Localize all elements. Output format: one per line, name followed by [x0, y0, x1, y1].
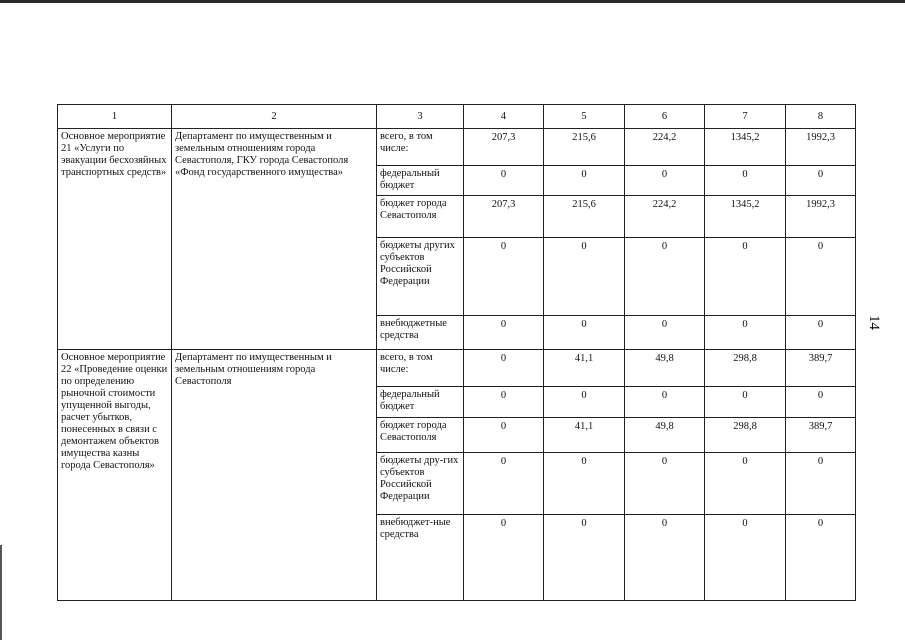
value-cell: 298,8 — [705, 418, 786, 453]
value-cell: 224,2 — [625, 129, 705, 166]
value-cell: 0 — [705, 387, 786, 418]
value-cell: 0 — [705, 316, 786, 350]
value-cell: 0 — [786, 316, 856, 350]
value-cell: 215,6 — [544, 129, 625, 166]
funding-source-cell: бюджет города Севастополя — [377, 418, 464, 453]
value-cell: 1992,3 — [786, 129, 856, 166]
value-cell: 0 — [786, 166, 856, 196]
value-cell: 1345,2 — [705, 196, 786, 238]
executor-cell: Департамент по имущественным и земельным отношениям города Севастополя — [172, 350, 377, 601]
value-cell: 0 — [544, 453, 625, 515]
header-cell: 5 — [544, 105, 625, 129]
funding-source-cell: бюджет города Севастополя — [377, 196, 464, 238]
value-cell: 0 — [625, 166, 705, 196]
funding-source-cell: федеральный бюджет — [377, 387, 464, 418]
value-cell: 0 — [464, 453, 544, 515]
value-cell: 389,7 — [786, 350, 856, 387]
value-cell: 0 — [464, 387, 544, 418]
value-cell: 49,8 — [625, 418, 705, 453]
page-number: 14 — [866, 315, 882, 330]
activity-name-cell: Основное мероприятие 21 «Услуги по эвакуации бесхозяйных транспортных средств» — [58, 129, 172, 350]
value-cell: 215,6 — [544, 196, 625, 238]
value-cell: 0 — [786, 238, 856, 316]
funding-source-cell: бюджеты других субъектов Российской Федерации — [377, 238, 464, 316]
value-cell: 0 — [625, 238, 705, 316]
value-cell: 0 — [786, 387, 856, 418]
header-cell: 2 — [172, 105, 377, 129]
funding-source-cell: всего, в том числе: — [377, 129, 464, 166]
table-row — [58, 129, 856, 166]
value-cell: 298,8 — [705, 350, 786, 387]
header-cell: 4 — [464, 105, 544, 129]
value-cell: 0 — [544, 166, 625, 196]
scan-edge-left — [0, 545, 2, 640]
value-cell: 0 — [786, 515, 856, 601]
value-cell: 224,2 — [625, 196, 705, 238]
value-cell: 0 — [786, 453, 856, 515]
value-cell: 389,7 — [786, 418, 856, 453]
header-cell: 3 — [377, 105, 464, 129]
value-cell: 207,3 — [464, 196, 544, 238]
funding-source-cell: федеральный бюджет — [377, 166, 464, 196]
value-cell: 0 — [705, 515, 786, 601]
value-cell: 1992,3 — [786, 196, 856, 238]
value-cell: 0 — [705, 453, 786, 515]
value-cell: 0 — [625, 387, 705, 418]
value-cell: 0 — [464, 418, 544, 453]
value-cell: 0 — [544, 238, 625, 316]
value-cell: 41,1 — [544, 350, 625, 387]
value-cell: 41,1 — [544, 418, 625, 453]
value-cell: 207,3 — [464, 129, 544, 166]
header-cell: 6 — [625, 105, 705, 129]
header-cell: 8 — [786, 105, 856, 129]
value-cell: 0 — [464, 515, 544, 601]
funding-source-cell: бюджеты дру-гих субъектов Российской Федерации — [377, 453, 464, 515]
scan-edge-top — [0, 0, 905, 3]
value-cell: 0 — [625, 453, 705, 515]
value-cell: 49,8 — [625, 350, 705, 387]
budget-table — [57, 104, 856, 601]
funding-source-cell: внебюджет-ные средства — [377, 515, 464, 601]
value-cell: 1345,2 — [705, 129, 786, 166]
value-cell: 0 — [705, 238, 786, 316]
value-cell: 0 — [625, 515, 705, 601]
value-cell: 0 — [464, 350, 544, 387]
value-cell: 0 — [625, 316, 705, 350]
funding-source-cell: всего, в том числе: — [377, 350, 464, 387]
value-cell: 0 — [464, 166, 544, 196]
table-row — [58, 350, 856, 387]
value-cell: 0 — [464, 238, 544, 316]
table-header-row — [58, 105, 856, 129]
funding-source-cell: внебюджетные средства — [377, 316, 464, 350]
header-cell: 1 — [58, 105, 172, 129]
executor-cell: Департамент по имущественным и земельным отношениям города Севастополя, ГКУ города Севастополя «Фонд государственного имущества» — [172, 129, 377, 350]
activity-name-cell: Основное мероприятие 22 «Проведение оценки по определению рыночной стоимости упущенной выгоды, расчет убытков, понесенных в связи с демонтажем объектов имущества казны города Севастополя» — [58, 350, 172, 601]
value-cell: 0 — [544, 387, 625, 418]
value-cell: 0 — [544, 515, 625, 601]
value-cell: 0 — [705, 166, 786, 196]
header-cell: 7 — [705, 105, 786, 129]
value-cell: 0 — [464, 316, 544, 350]
value-cell: 0 — [544, 316, 625, 350]
